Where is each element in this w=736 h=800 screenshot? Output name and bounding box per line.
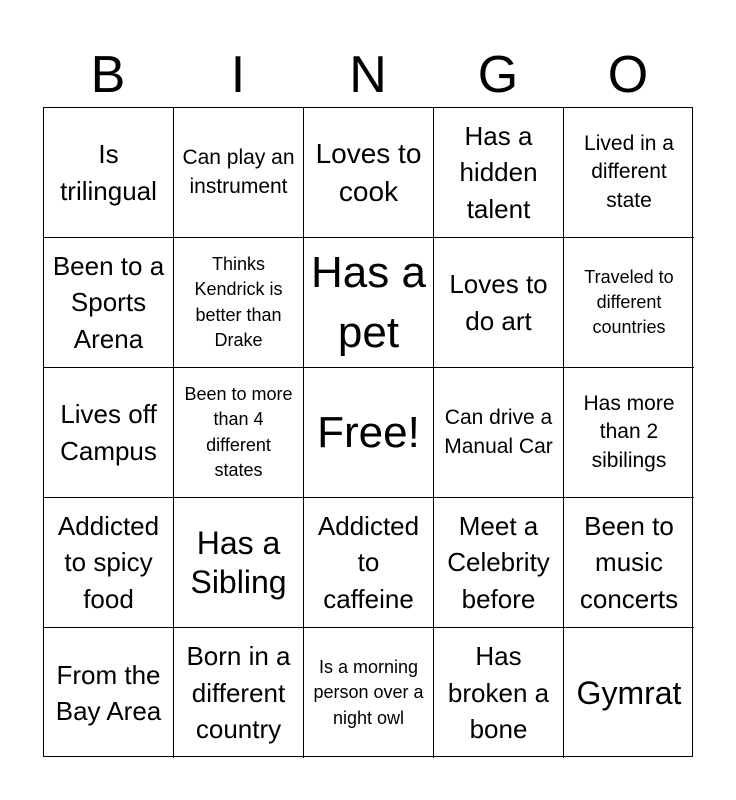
bingo-cell[interactable] — [174, 238, 304, 368]
bingo-cell[interactable] — [44, 368, 174, 498]
bingo-cell[interactable] — [564, 498, 694, 628]
bingo-cell[interactable] — [174, 368, 304, 498]
cell-label: Has a Sibling — [190, 525, 287, 600]
bingo-cell[interactable] — [434, 108, 564, 238]
cell-label: Is a morning person over a night owl — [313, 657, 424, 728]
bingo-cell[interactable] — [434, 238, 564, 368]
bingo-cell[interactable] — [564, 238, 694, 368]
cell-label: Has broken a bone — [447, 641, 550, 745]
cell-label: Gymrat — [576, 674, 682, 711]
cell-label: Has more than 2 sibilings — [583, 391, 675, 472]
bingo-cell[interactable] — [304, 108, 434, 238]
header-letter-o: O — [607, 46, 649, 104]
header-letter-i: I — [230, 46, 246, 104]
bingo-board — [43, 107, 693, 757]
cell-label: Born in a different country — [186, 641, 291, 745]
cell-label: Lived in a different state — [584, 131, 674, 212]
bingo-cell[interactable] — [564, 628, 694, 758]
bingo-cell[interactable] — [174, 108, 304, 238]
cell-label: Addicted to caffeine — [317, 510, 420, 614]
bingo-cell[interactable] — [44, 628, 174, 758]
cell-label: Can drive a Manual Car — [444, 406, 553, 458]
cell-label: Thinks Kendrick is better than Drake — [194, 254, 283, 350]
bingo-cell[interactable] — [434, 498, 564, 628]
cell-label: Addicted to spicy food — [57, 510, 160, 614]
bingo-cell[interactable] — [44, 498, 174, 628]
bingo-cell[interactable] — [434, 368, 564, 498]
bingo-header — [43, 44, 693, 106]
cell-label: Can play an instrument — [182, 146, 295, 198]
cell-label: Loves to do art — [449, 269, 548, 336]
bingo-cell[interactable] — [44, 238, 174, 368]
header-letter-b: B — [90, 46, 126, 104]
cell-label: Lives off Campus — [60, 399, 157, 466]
cell-label: Loves to cook — [315, 137, 422, 207]
cell-label: Traveled to different countries — [584, 266, 674, 338]
bingo-cell[interactable] — [304, 238, 434, 368]
cell-label: Has a pet — [311, 248, 426, 357]
bingo-cell[interactable] — [174, 498, 304, 628]
bingo-cell[interactable] — [434, 628, 564, 758]
cell-label: From the Bay Area — [55, 659, 162, 726]
header-letter-g: G — [477, 46, 519, 104]
bingo-cell-free[interactable] — [304, 368, 434, 498]
bingo-cell[interactable] — [564, 108, 694, 238]
bingo-cell[interactable] — [44, 108, 174, 238]
cell-label: Is trilingual — [60, 139, 157, 206]
header-letter-n: N — [349, 46, 387, 104]
cell-label: Has a hidden talent — [459, 120, 538, 224]
cell-label: Been to a Sports Arena — [52, 250, 165, 354]
bingo-cell[interactable] — [174, 628, 304, 758]
cell-label: Been to more than 4 different states — [184, 384, 293, 480]
bingo-cell[interactable] — [304, 628, 434, 758]
cell-label: Meet a Celebrity before — [447, 510, 550, 614]
cell-label: Free! — [317, 407, 420, 457]
bingo-cell[interactable] — [304, 498, 434, 628]
cell-label: Been to music concerts — [579, 510, 679, 614]
bingo-cell[interactable] — [564, 368, 694, 498]
